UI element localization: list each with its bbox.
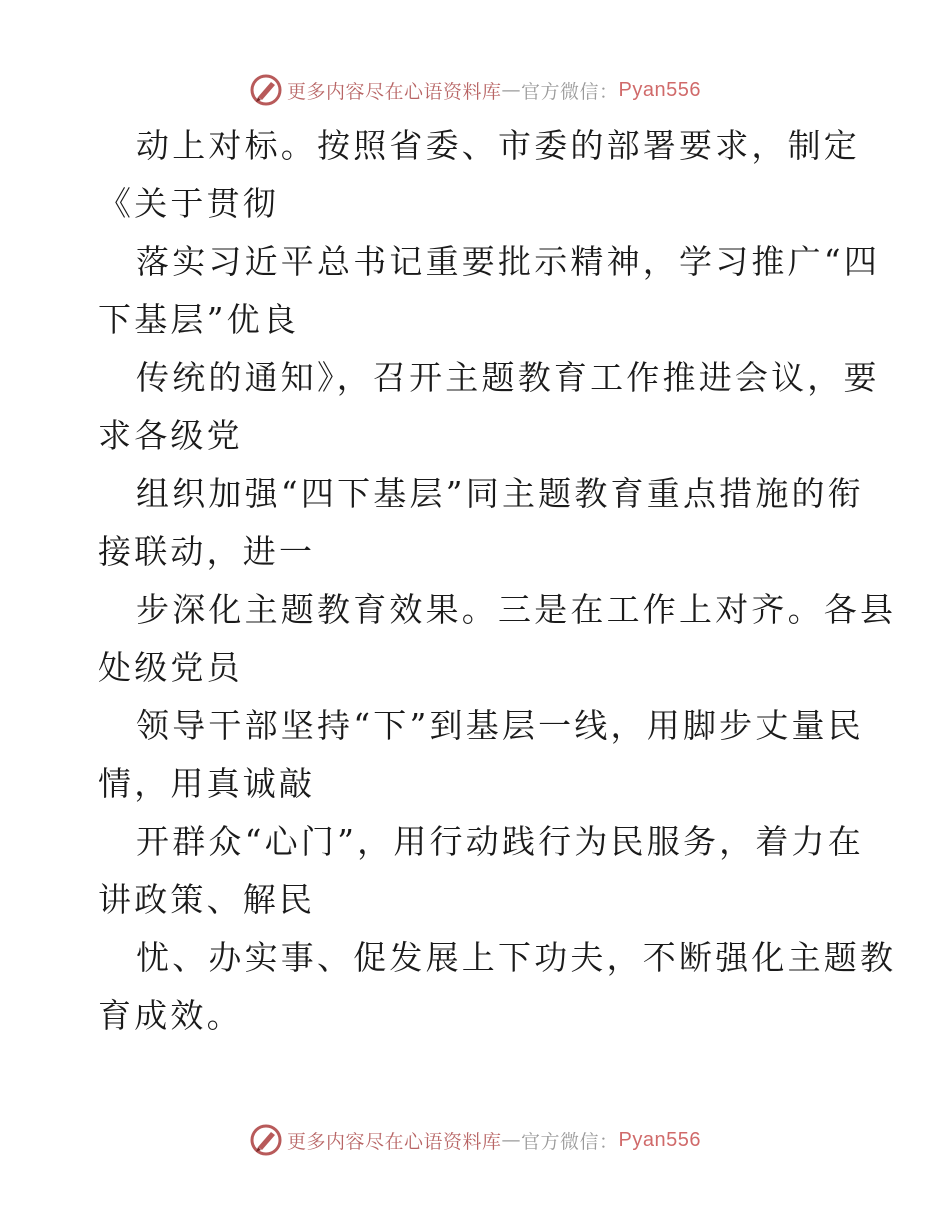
banner-text: 更多内容尽在心语资料库	[287, 1130, 502, 1153]
pen-logo-icon	[249, 73, 283, 107]
header-banner	[0, 70, 950, 110]
banner-wechat-label: 官方微信：	[521, 1130, 619, 1153]
text-line: 接联动，进一	[98, 532, 316, 571]
text-line: 求各级党	[98, 416, 243, 455]
text-line: 领导干部坚持“下”到基层一线，用脚步丈量民	[136, 706, 864, 745]
text-line: 落实习近平总书记重要批示精神，学习推广“四	[136, 242, 881, 281]
text-line: 忧、办实事、促发展上下功夫，不断强化主题教	[136, 938, 897, 977]
text-line: 下基层”优良	[98, 300, 300, 339]
text-line: 动上对标。按照省委、市委的部署要求，制定	[136, 126, 860, 165]
banner-wechat-id: Pyan556	[618, 78, 701, 101]
banner-separator: —	[501, 1129, 522, 1151]
pen-logo-icon	[249, 1123, 283, 1157]
text-line: 处级党员	[98, 648, 243, 687]
text-line: 组织加强“四下基层”同主题教育重点措施的衔	[136, 474, 864, 513]
text-line: 传统的通知》，召开主题教育工作推进会议，要	[136, 358, 880, 397]
text-line: 育成效。	[98, 996, 243, 1035]
text-line: 讲政策、解民	[98, 880, 316, 919]
text-line: 《关于贯彻	[98, 184, 279, 223]
text-line: 步深化主题教育效果。三是在工作上对齐。各县	[136, 590, 897, 629]
text-line: 开群众“心门”，用行动践行为民服务，着力在	[136, 822, 864, 861]
banner-separator: —	[501, 79, 522, 101]
banner-text: 更多内容尽在心语资料库	[287, 80, 502, 103]
banner-wechat-id: Pyan556	[618, 1128, 701, 1151]
text-line: 情，用真诚敲	[98, 764, 316, 803]
footer-banner	[0, 1120, 950, 1160]
banner-wechat-label: 官方微信：	[521, 80, 619, 103]
